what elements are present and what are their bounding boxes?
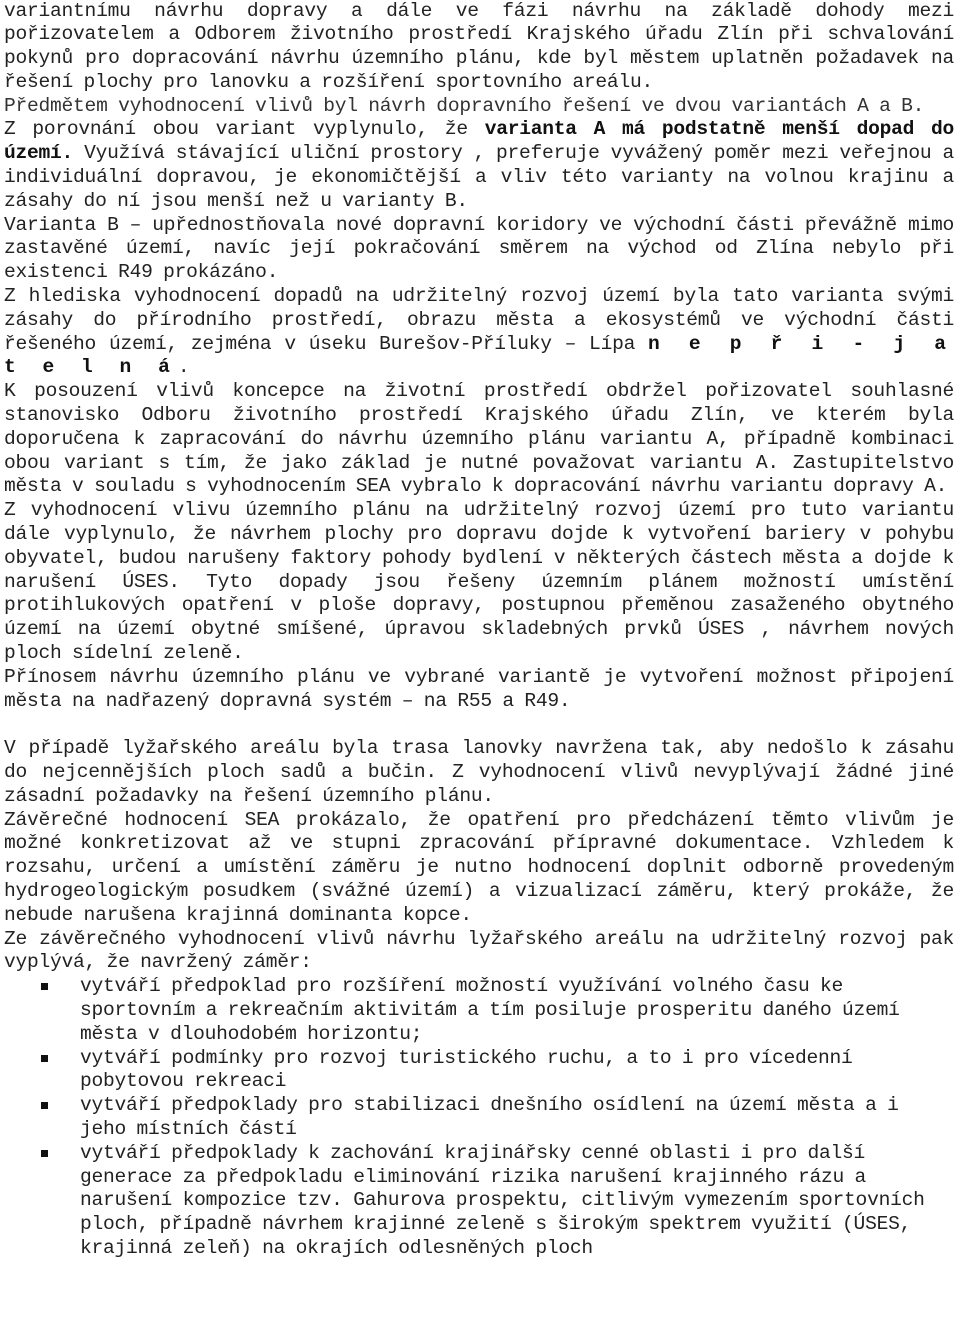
paragraph-variant-b: Varianta B – upřednostňovala nové dopravní koridory ve východní části převážně mimo zastavěné území, navíc její pokračování směrem na východ od Zlína nebylo při existenci R49 prokázáno.	[4, 213, 954, 284]
comparison-bold-conclusion: varianta A má podstatně menší dopad do území.	[4, 118, 954, 165]
paragraph-benefit: Přínosem návrhu územního plánu ve vybrané variantě je vytvoření možnost připojení města na nadřazený dopravná systém – na R55 a R49.	[4, 665, 954, 712]
paragraph-conclusion-intro: Ze závěrečného vyhodnocení vlivů návrhu lyžařského areálu na udržitelný rozvoj pak vyplývá, že navržený záměr:	[4, 927, 954, 974]
bullet-square-icon	[41, 1150, 48, 1157]
list-item	[4, 975, 954, 1046]
list-item-text: vytváří předpoklady pro stabilizaci dnešního osídlení na území města a i jeho místních částí	[80, 1094, 899, 1140]
paragraph-subject: Předmětem vyhodnocení vlivů byl návrh dopravního řešení ve dvou variantách A a B.	[4, 94, 925, 117]
paragraph-comparison	[4, 118, 954, 213]
paragraph-ski-area: V případě lyžařského areálu byla trasa lanovky navržena tak, aby nedošlo k zásahu do nejcennějších ploch sadů a bučin. Z vyhodnocení vlivů nevyplývají žádné jiné zásadní požadavky na řešení územního plánu.	[4, 737, 954, 807]
list-item	[4, 1094, 954, 1142]
paragraph-sustainability	[4, 285, 954, 380]
list-item-text: vytváří předpoklady k zachování krajinářsky cenné oblasti i pro další generace za předpokladu eliminování rizika narušení krajinného rázu a narušení kompozice tzv. Gahurova prospektu, citlivým vymezením sportovních ploch, případně návrhem krajinné zeleně s širokým spektrem využití (ÚSES, krajinná zeleň) na okrajích odlesněných ploch	[80, 1141, 925, 1259]
paragraph-gap	[4, 713, 954, 737]
bullet-list	[4, 975, 954, 1261]
paragraph-final-sea: Závěrečné hodnocení SEA prokázalo, že opatření pro předcházení těmto vlivům je možné konkretizovat až ve stupni zpracování přípravné dokumentace. Vzhledem k rozsahu, určení a umístění záměru je nutno hodnocení doplnit odborně provedeným hydrogeologickým posudkem (svážné území) a vizualizací záměru, který prokáže, že nebude narušena krajinná dominanta kopce.	[4, 808, 954, 926]
paragraph-intro: variantnímu návrhu dopravy a dále ve fázi návrhu na základě dohody mezi pořizovatelem a Odborem životního prostředí Krajského úřadu Zlín při schvalování pokynů pro dopracování návrhu územního plánu, kde byl městem uplatněn požadavek na řešení plochy pro lanovku a rozšíření sportovního areálu.	[4, 0, 954, 93]
sustainability-bold-verdict: n e p ř i - j a t e l n á	[4, 332, 955, 379]
comparison-text-start: Z porovnání obou variant vyplynulo, že	[4, 118, 485, 141]
comparison-text-end: Využívá stávající uliční prostory , preferuje vyvážený poměr mezi veřejnou a individuální dopravou, je ekonomičtější a vliv této varianty na volnou krajinu a zásahy do ní jsou menší než u varianty B.	[4, 142, 954, 212]
paragraph-impact-evaluation: Z vyhodnocení vlivu územního plánu na udržitelný rozvoj území pro tuto variantu dále vyplynulo, že návrhem plochy pro dopravu dojde k vytvoření bariery v pohybu obyvatel, budou narušeny faktory pohody bydlení v některých částech města a dojde k narušení ÚSES. Tyto dopady jsou řešeny územním plánem možností umístění protihlukových opatření v ploše dopravy, postupnou přeměnou zasaženého obytného území na území obytné smíšené, úpravou skladebných prvků ÚSES , návrhem nových ploch sídelní zeleně.	[4, 499, 954, 665]
paragraph-assessment-opinion: K posouzení vlivů koncepce na životní prostředí obdržel pořizovatel souhlasné stanovisko Odboru životního prostředí Krajského úřadu Zlín, ve kterém byla doporučena k zapracování do návrhu územního plánu variantu A, případně kombinaci obou variant s tím, že jako základ je nutné považovat variantu A. Zastupitelstvo města v souladu s vyhodnocením SEA vybralo k dopracování návrhu variantu dopravy A.	[4, 380, 954, 498]
list-item-text: vytváří podmínky pro rozvoj turistického ruchu, a to i pro vícedenní pobytovou rekreaci	[80, 1046, 853, 1093]
sustainability-text-start: Z hlediska vyhodnocení dopadů na udržitelný rozvoj území byla tato varianta svými zásahy do přírodního prostředí, obrazu města a ekosystémů ve východní části řešeného území, zejména v úseku Burešov-Příluky – Lípa	[4, 285, 954, 355]
list-item	[4, 1142, 954, 1261]
bullet-square-icon	[41, 1055, 48, 1062]
bullet-square-icon	[41, 983, 48, 990]
list-item-text: vytváří předpoklad pro rozšíření možností využívání volného času ke sportovním a rekreačním aktivitám a tím posiluje prosperitu daného území města v dlouhodobém horizontu;	[80, 975, 900, 1045]
list-item	[4, 1047, 954, 1095]
sustainability-text-end: .	[177, 356, 190, 379]
bullet-square-icon	[41, 1102, 48, 1109]
